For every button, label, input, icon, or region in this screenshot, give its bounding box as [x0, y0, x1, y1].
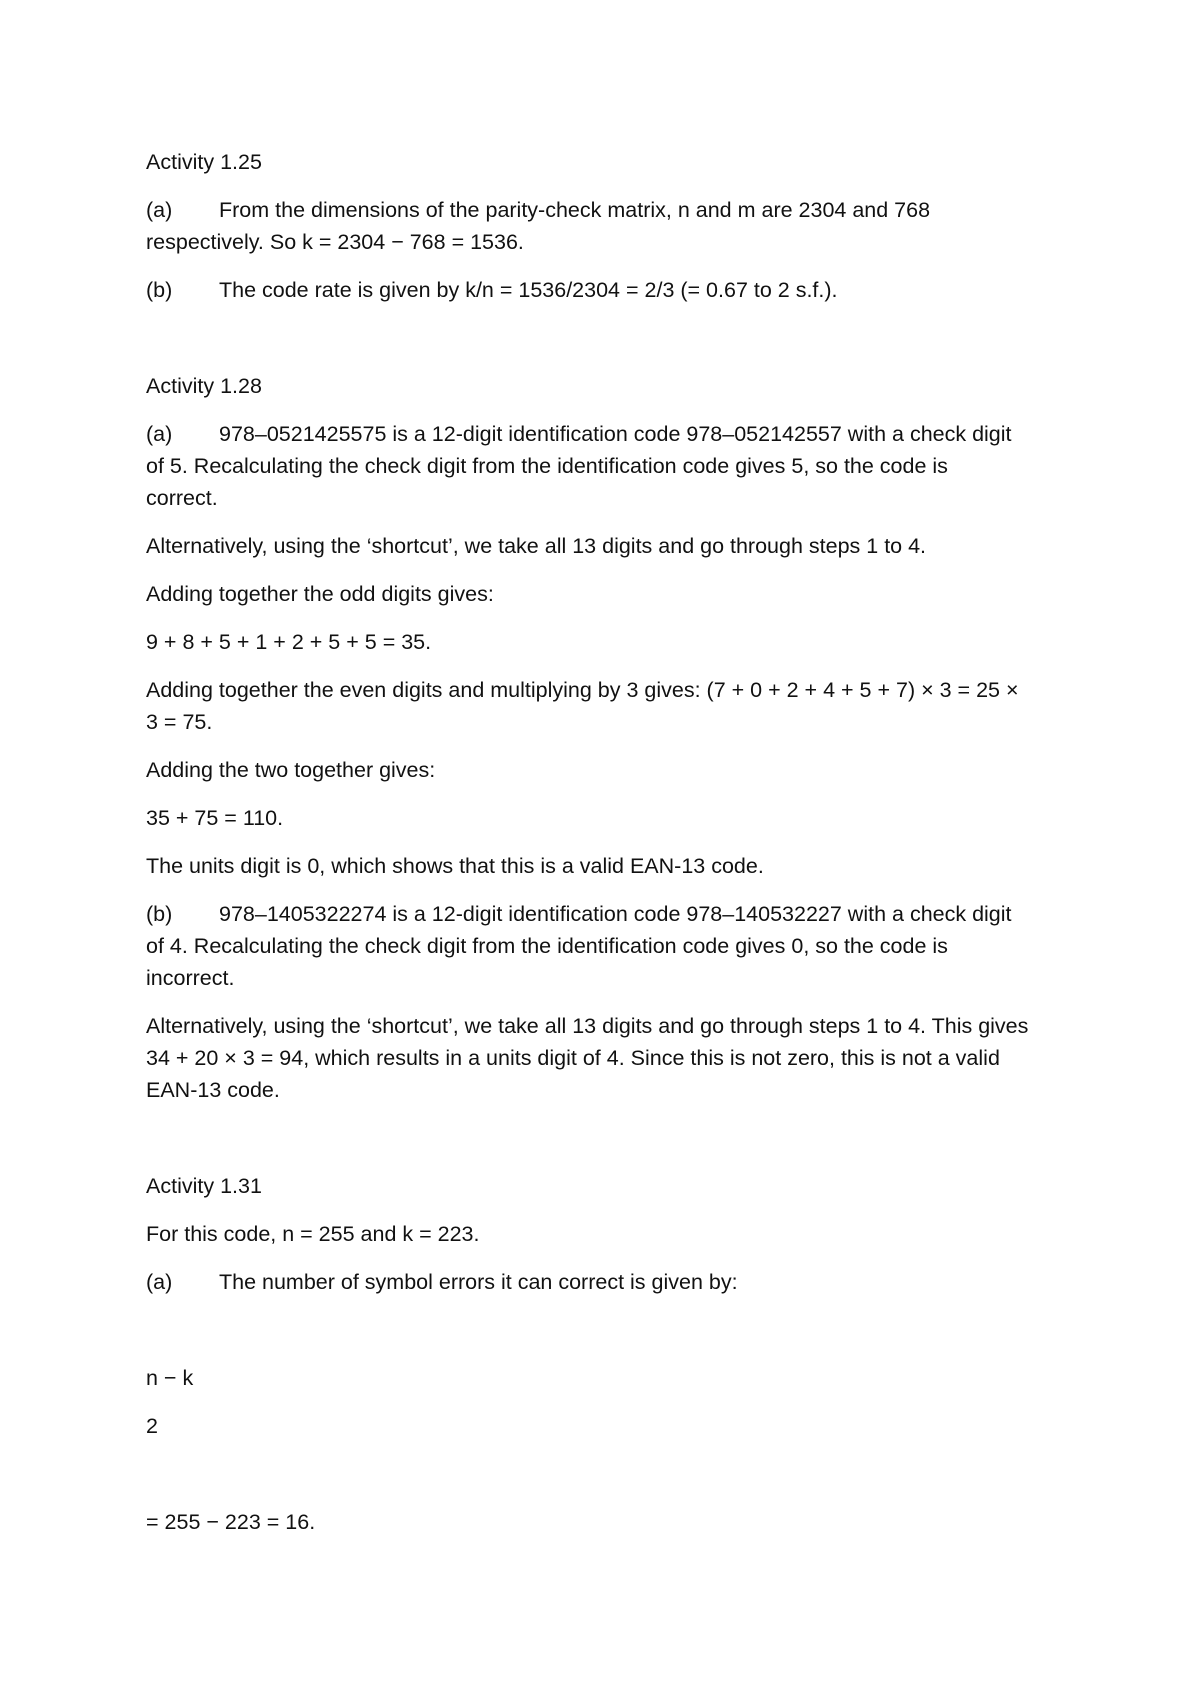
activity-1-28-heading: Activity 1.28 — [146, 374, 262, 398]
paragraph-line: For this code, n = 255 and k = 223. — [146, 1222, 480, 1246]
activity-1-25-heading: Activity 1.25 — [146, 150, 262, 174]
fraction-numerator: n − k — [146, 1366, 194, 1390]
activity-1-31-heading: Activity 1.31 — [146, 1174, 262, 1198]
activity-1-28-part-a — [146, 418, 1076, 450]
paragraph-line: 978–0521425575 is a 12-digit identification code 978–052142557 with a check digit — [219, 422, 1012, 446]
part-a-label: (a) — [146, 1270, 173, 1294]
paragraph-line: From the dimensions of the parity-check matrix, n and m are 2304 and 768 — [219, 198, 931, 222]
paragraph-line: respectively. So k = 2304 − 768 = 1536. — [146, 230, 524, 254]
paragraph-line: of 5. Recalculating the check digit from the identification code gives 5, so the code is — [146, 454, 948, 478]
paragraph-line: Adding together the even digits and multiplying by 3 gives: (7 + 0 + 2 + 4 + 5 + 7) × 3 = 25 × — [146, 678, 1019, 702]
part-b-label: (b) — [146, 902, 173, 926]
paragraph-line: Alternatively, using the ‘shortcut’, we take all 13 digits and go through steps 1 to 4. This gives — [146, 1014, 1029, 1038]
equation-line: 9 + 8 + 5 + 1 + 2 + 5 + 5 = 35. — [146, 630, 432, 654]
paragraph-line: 34 + 20 × 3 = 94, which results in a units digit of 4. Since this is not zero, this is not a valid — [146, 1046, 1000, 1070]
paragraph-line: EAN-13 code. — [146, 1078, 280, 1102]
paragraph-line: Adding the two together gives: — [146, 758, 436, 782]
part-a-label: (a) — [146, 422, 173, 446]
part-a-label: (a) — [146, 198, 173, 222]
paragraph-line: The units digit is 0, which shows that this is a valid EAN-13 code. — [146, 854, 764, 878]
paragraph-line: 3 = 75. — [146, 710, 213, 734]
activity-1-25-part-a — [146, 194, 1076, 226]
paragraph-line: 978–1405322274 is a 12-digit identification code 978–140532227 with a check digit — [219, 902, 1012, 926]
part-b-label: (b) — [146, 278, 173, 302]
paragraph-line: The number of symbol errors it can correct is given by: — [219, 1270, 738, 1294]
equation-line: 35 + 75 = 110. — [146, 806, 284, 830]
paragraph-line: The code rate is given by k/n = 1536/2304 = 2/3 (= 0.67 to 2 s.f.). — [219, 278, 838, 302]
paragraph-line: Alternatively, using the ‘shortcut’, we take all 13 digits and go through steps 1 to 4. — [146, 534, 927, 558]
activity-1-28-part-b — [146, 898, 1076, 930]
equation-line: = 255 − 223 = 16. — [146, 1510, 316, 1534]
paragraph-line: of 4. Recalculating the check digit from the identification code gives 0, so the code is — [146, 934, 948, 958]
activity-1-25-part-b — [146, 274, 1076, 306]
activity-1-31-part-a — [146, 1266, 1076, 1298]
paragraph-line: correct. — [146, 486, 218, 510]
paragraph-line: Adding together the odd digits gives: — [146, 582, 494, 606]
fraction-denominator: 2 — [146, 1414, 158, 1438]
paragraph-line: incorrect. — [146, 966, 235, 990]
